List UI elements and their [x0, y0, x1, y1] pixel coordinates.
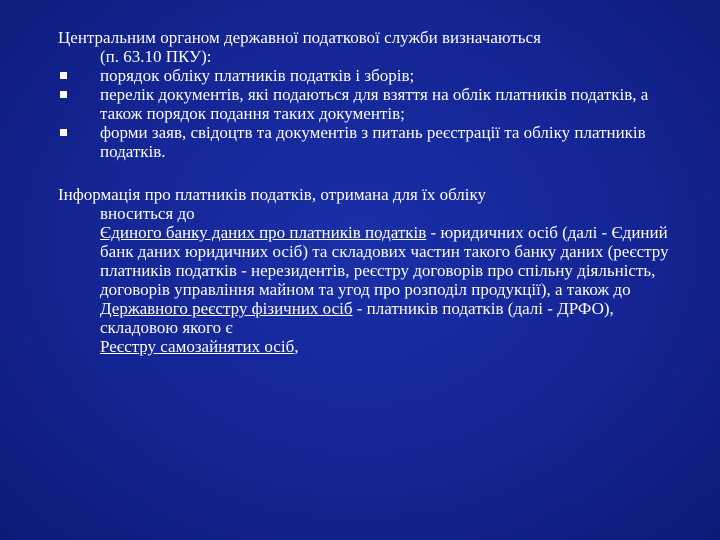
info-line-1: Інформація про платників податків, отримана для їх обліку [58, 185, 487, 204]
square-bullet-icon [60, 129, 67, 136]
drfo-rest: - платників податків (далі - ДРФО), складовою якого є [100, 299, 614, 337]
bullet-text: перелік документів, які подаються для взяття на облік платників податків, а також порядок подання таких документів; [100, 85, 649, 123]
rso-link[interactable]: Реєстру самозайнятих осіб [100, 337, 295, 356]
list-item [58, 85, 690, 123]
intro-line-1: Центральним органом державної податкової служби визначаються [58, 28, 541, 47]
square-bullet-icon [60, 91, 67, 98]
bullet-text: порядок обліку платників податків і зборів; [100, 66, 415, 85]
list-item [58, 66, 690, 85]
rso-rest: , [294, 337, 299, 356]
bullet-list [58, 66, 690, 161]
spacer [58, 161, 690, 185]
intro-paragraph [58, 28, 690, 66]
info-line-2: вноситься до [100, 204, 195, 223]
drfo-link[interactable]: Державного реєстру фізичних осіб [100, 299, 353, 318]
bullet-text: форми заяв, свідоцтв та документів з питань реєстрації та обліку платників податків. [100, 123, 646, 161]
list-item [58, 123, 690, 161]
intro-line-2: (п. 63.10 ПКУ): [100, 47, 212, 66]
square-bullet-icon [60, 72, 67, 79]
info-paragraph [58, 185, 690, 356]
edbdpp-rest: - юридичних осіб (далі - Єдиний банк даних юридичних осіб) та складових частин такого банку даних (реєстру платників податків - нерезидентів, реєстру договорів про спільну діяльність, договорів управління майном та угод про розподіл продукції), а також до [100, 223, 669, 299]
edbdpp-link[interactable]: Єдиного банку даних про платників податків [100, 223, 427, 242]
